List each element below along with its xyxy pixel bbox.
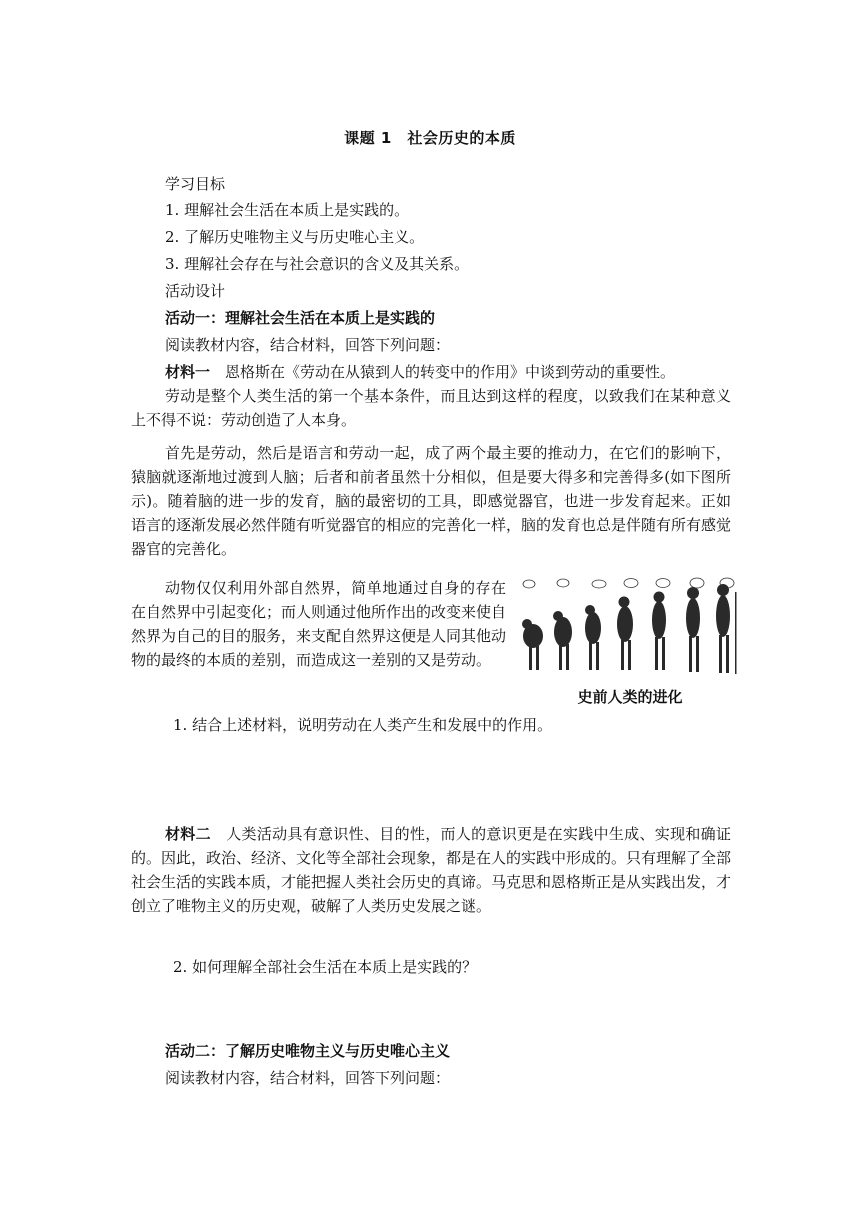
material2-text: 人类活动具有意识性、目的性，而人的意识更是在实践中生成、实现和确证的。因此，政治、经济、文化等全部社会现象，都是在人的实践中形成的。只有理解了全部社会生活的实践本质，才能把握人类社会历史的真谛。马克思和恩格斯正是从实践出发，才创立了唯物主义的历史观，破解了人类历史发展之谜。 xyxy=(131,825,732,915)
activity-design-heading: 活动设计 xyxy=(165,282,226,300)
material2-label: 材料二 xyxy=(165,825,211,843)
goals-heading: 学习目标 xyxy=(165,175,226,193)
material1-label: 材料一 xyxy=(165,363,211,381)
figure-caption: 史前人类的进化 xyxy=(577,688,683,706)
material1-lead-line xyxy=(165,360,675,384)
goal-item-2: 2. 了解历史唯物主义与历史唯心主义。 xyxy=(165,228,425,246)
question-1: 1. 结合上述材料，说明劳动在人类产生和发展中的作用。 xyxy=(173,716,553,734)
material1-paragraph-3: 动物仅仅利用外部自然界，简单地通过自身的存在在自然界中引起变化；而人则通过他所作出的改变来使自然界为自己的目的服务，来支配自然界这便是人同其他动物的最终的本质的差别，而造成这一差别的又是劳动。 xyxy=(131,579,507,669)
skull-row-icons xyxy=(523,578,734,588)
material2-paragraph xyxy=(131,822,731,918)
goal-item-1: 1. 理解社会生活在本质上是实践的。 xyxy=(165,201,410,219)
material1-paragraph-2: 首先是劳动，然后是语言和劳动一起，成了两个最主要的推动力，在它们的影响下，猿脑就逐渐地过渡到人脑；后者和前者虽然十分相似，但是要大得多和完善得多(如下图所示)。随着脑的进一步的发育，脑的最密切的工具，即感觉器官，也进一步发育起来。正如语言的逐渐发展必然伴随有听觉器官的相应的完善化一样，脑的发育也总是伴随有所有感觉器官的完善化。 xyxy=(131,444,732,558)
activity1-heading: 活动一：理解社会生活在本质上是实践的 xyxy=(165,309,436,327)
evolution-figures xyxy=(522,584,737,674)
material1-lead: 恩格斯在《劳动在从猿到人的转变中的作用》中谈到劳动的重要性。 xyxy=(210,363,676,381)
material1-paragraph-1: 劳动是整个人类生活的第一个基本条件，而且达到这样的程度，以致我们在某种意义上不得不说：劳动创造了人本身。 xyxy=(131,387,731,429)
page-title: 课题 1 社会历史的本质 xyxy=(344,129,516,147)
question-2: 2. 如何理解全部社会生活在本质上是实践的？ xyxy=(173,958,478,976)
activity2-heading: 活动二：了解历史唯物主义与历史唯心主义 xyxy=(165,1042,451,1060)
activity1-intro: 阅读教材内容，结合材料，回答下列问题： xyxy=(165,336,451,354)
activity2-intro: 阅读教材内容，结合材料，回答下列问题： xyxy=(165,1069,451,1087)
goal-item-3: 3. 理解社会存在与社会意识的含义及其关系。 xyxy=(165,255,470,273)
human-evolution-figure xyxy=(515,576,745,678)
